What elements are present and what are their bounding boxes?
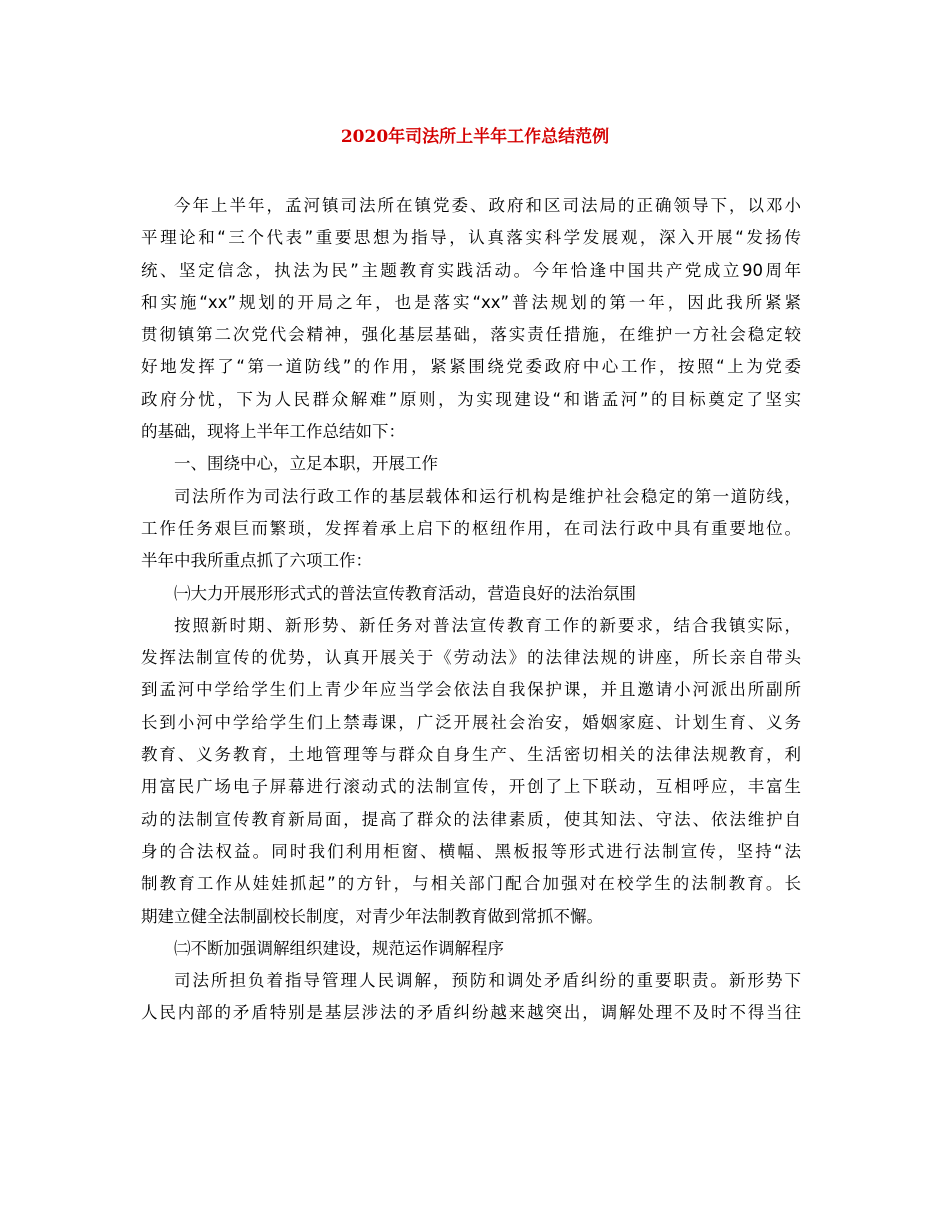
body-line: 人民内部的矛盾特别是基层涉法的矛盾纠纷越来越突出，调解处理不及时不得当往 [141,1003,801,1023]
body-line: ㈡不断加强调解组织建设，规范运作调解程序 [174,938,504,958]
body-line: 的基础，现将上半年工作总结如下： [141,422,405,442]
body-line: 长到小河中学给学生们上禁毒课，广泛开展社会治安，婚姻家庭、计划生育、义务 [141,712,801,732]
body-line: 政府分忧，下为人民群众解难”原则，为实现建设“和谐孟河”的目标奠定了坚实 [141,389,801,409]
body-line: 用富民广场电子屏幕进行滚动式的法制宣传，开创了上下联动，互相呼应，丰富生 [141,777,801,797]
body-line: 和实施“xx”规划的开局之年，也是落实“xx”普法规划的第一年，因此我所紧紧 [141,292,801,312]
body-line: 身的合法权益。同时我们利用柜窗、横幅、黑板报等形式进行法制宣传，坚持“法 [141,841,801,861]
body-line: 半年中我所重点抓了六项工作： [141,551,372,571]
body-line: ㈠大力开展形形式式的普法宣传教育活动，营造良好的法治氛围 [174,583,636,603]
body-line: 期建立健全法制副校长制度，对青少年法制教育做到常抓不懈。 [141,906,603,926]
body-line: 发挥法制宣传的优势，认真开展关于《劳动法》的法律法规的讲座，所长亲自带头 [141,648,801,668]
body-line: 工作任务艰巨而繁琐，发挥着承上启下的枢纽作用，在司法行政中具有重要地位。 [141,518,801,538]
body-line: 贯彻镇第二次党代会精神，强化基层基础，落实责任措施，在维护一方社会稳定较 [141,325,801,345]
body-line: 动的法制宣传教育新局面，提高了群众的法律素质，使其知法、守法、依法维护自 [141,809,801,829]
body-line: 统、坚定信念，执法为民”主题教育实践活动。今年恰逢中国共产党成立90周年 [141,260,801,280]
body-line: 到孟河中学给学生们上青少年应当学会依法自我保护课，并且邀请小河派出所副所 [141,680,801,700]
body-line: 司法所作为司法行政工作的基层载体和运行机构是维护社会稳定的第一道防线， [174,486,801,506]
body-line: 按照新时期、新形势、新任务对普法宣传教育工作的新要求，结合我镇实际， [174,615,801,635]
document-title: 2020年司法所上半年工作总结范例 [340,127,610,147]
body-line: 制教育工作从娃娃抓起”的方针，与相关部门配合加强对在校学生的法制教育。长 [141,874,801,894]
body-line: 平理论和“三个代表”重要思想为指导，认真落实科学发展观，深入开展“发扬传 [141,228,801,248]
body-line: 教育、义务教育，土地管理等与群众自身生产、生活密切相关的法律法规教育，利 [141,745,801,765]
document-body [141,190,801,1030]
body-line: 一、围绕中心，立足本职，开展工作 [174,454,438,474]
body-line: 司法所担负着指导管理人民调解，预防和调处矛盾纠纷的重要职责。新形势下 [174,971,801,991]
body-line: 今年上半年，孟河镇司法所在镇党委、政府和区司法局的正确领导下，以邓小 [174,196,801,215]
body-line: 好地发挥了“第一道防线”的作用，紧紧围绕党委政府中心工作，按照“上为党委 [141,357,801,377]
